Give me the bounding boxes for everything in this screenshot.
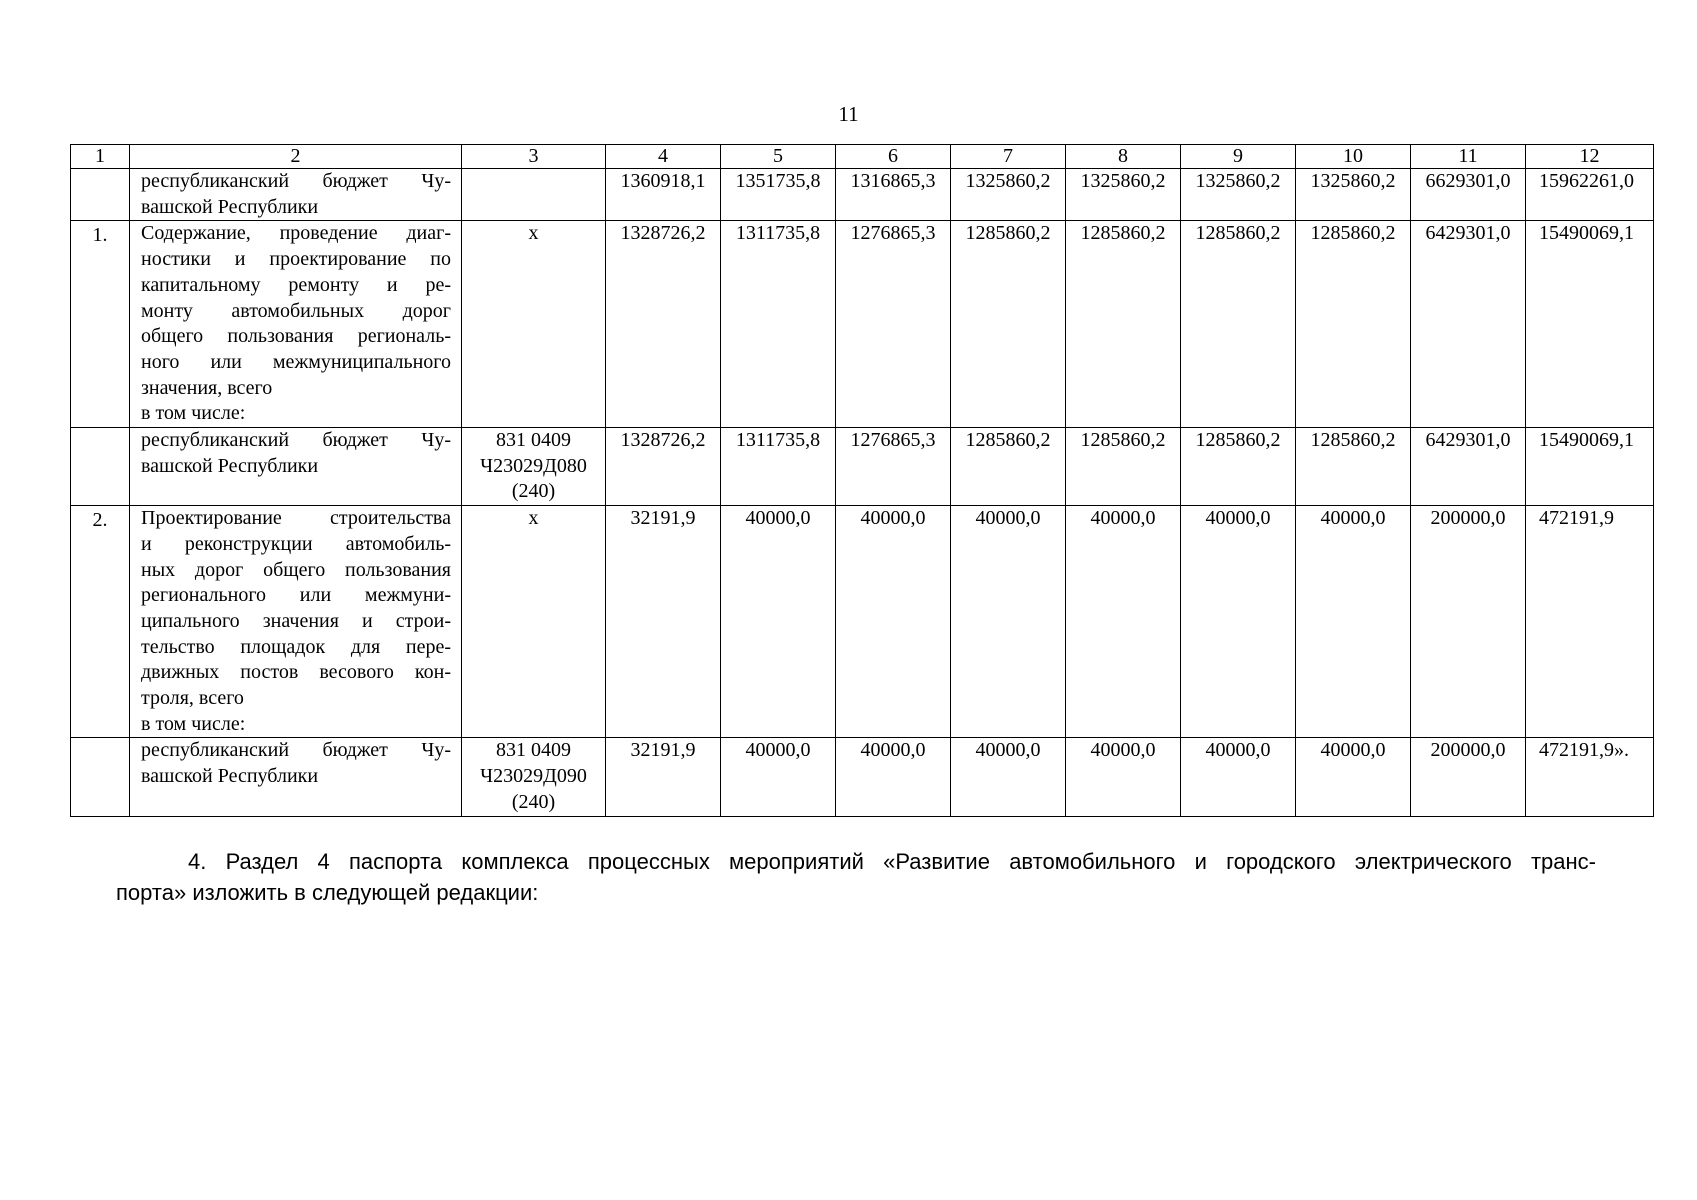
- row-number-cell: [71, 428, 130, 506]
- description-line: монту автомобильных дорог: [141, 299, 451, 322]
- budget-code-line: x: [528, 507, 539, 530]
- table-row: [71, 221, 1654, 428]
- table-header-row: [71, 145, 1654, 169]
- description-line: вашской Республики: [141, 195, 319, 218]
- table-row: [71, 506, 1654, 738]
- year-value-cell: 1328726,2: [606, 221, 721, 428]
- table-row: [71, 428, 1654, 506]
- budget-code-cell: [462, 221, 606, 428]
- total-value-cell: 15962261,0: [1526, 169, 1654, 221]
- row-number-cell: [71, 169, 130, 221]
- table-row: [71, 169, 1654, 221]
- header-cell: 8: [1066, 145, 1181, 169]
- budget-code-line: (240): [511, 480, 556, 503]
- total-value-cell: 15490069,1: [1526, 428, 1654, 506]
- description-line: значения, всего: [141, 376, 273, 399]
- total-value-cell: 472191,9».: [1526, 738, 1654, 816]
- header-cell: 2: [130, 145, 462, 169]
- year-value-cell: 1285860,2: [1181, 428, 1296, 506]
- budget-code-line: Ч23029Д080: [480, 454, 587, 477]
- year-value-cell: 40000,0: [1296, 738, 1411, 816]
- header-cell: 4: [606, 145, 721, 169]
- year-value-cell: 1276865,3: [836, 428, 951, 506]
- year-value-cell: 1285860,2: [1296, 428, 1411, 506]
- year-value-cell: 6429301,0: [1411, 221, 1526, 428]
- year-value-cell: 1360918,1: [606, 169, 721, 221]
- budget-code-line: (240): [511, 790, 556, 813]
- header-cell: 5: [721, 145, 836, 169]
- row-number-cell: 1.: [71, 221, 130, 428]
- header-cell: 3: [462, 145, 606, 169]
- description-line: ностики и проектирование по: [141, 248, 451, 271]
- year-value-cell: 1285860,2: [951, 428, 1066, 506]
- description-cell: [130, 506, 462, 738]
- year-value-cell: 1311735,8: [721, 428, 836, 506]
- header-cell: 11: [1411, 145, 1526, 169]
- description-line: ных дорог общего пользования: [141, 558, 451, 581]
- description-line: ципального значения и строи-: [141, 609, 451, 632]
- year-value-cell: 1325860,2: [1066, 169, 1181, 221]
- year-value-cell: 40000,0: [721, 738, 836, 816]
- description-line: республиканский бюджет Чу-: [141, 170, 451, 192]
- description-cell: [130, 221, 462, 428]
- year-value-cell: 1285860,2: [951, 221, 1066, 428]
- year-value-cell: 1325860,2: [951, 169, 1066, 221]
- description-line: Проектирование строительства: [141, 507, 451, 530]
- header-cell: 10: [1296, 145, 1411, 169]
- year-value-cell: 40000,0: [1181, 738, 1296, 816]
- year-value-cell: 1276865,3: [836, 221, 951, 428]
- description-line: в том числе:: [141, 402, 246, 425]
- header-cell: 7: [951, 145, 1066, 169]
- year-value-cell: 40000,0: [1066, 738, 1181, 816]
- description-line: и реконструкции автомобиль-: [141, 532, 451, 555]
- description-line: республиканский бюджет Чу-: [141, 739, 451, 762]
- table-row: [71, 738, 1654, 816]
- year-value-cell: 1285860,2: [1296, 221, 1411, 428]
- budget-code-line: 831 0409: [496, 739, 571, 762]
- page-number: 11: [838, 102, 859, 126]
- amendment-paragraph: [116, 846, 1596, 908]
- description-line: общего пользования региональ-: [141, 325, 451, 348]
- budget-code-line: Ч23029Д090: [480, 765, 587, 788]
- year-value-cell: 1285860,2: [1181, 221, 1296, 428]
- year-value-cell: 1316865,3: [836, 169, 951, 221]
- description-line: вашской Республики: [141, 765, 319, 788]
- paragraph-line-1: 4. Раздел 4 паспорта комплекса процессных мероприятий «Развитие автомобильного и городского электрического транс-: [188, 849, 1596, 874]
- year-value-cell: 1285860,2: [1066, 428, 1181, 506]
- year-value-cell: 1285860,2: [1066, 221, 1181, 428]
- description-cell: [130, 428, 462, 506]
- year-value-cell: 200000,0: [1411, 506, 1526, 738]
- description-line: регионального или межмуни-: [141, 584, 451, 607]
- year-value-cell: 6429301,0: [1411, 428, 1526, 506]
- description-line: Содержание, проведение диаг-: [141, 222, 451, 245]
- description-line: в том числе:: [141, 712, 246, 735]
- header-cell: 12: [1526, 145, 1654, 169]
- total-value-cell: 15490069,1: [1526, 221, 1654, 428]
- year-value-cell: 1351735,8: [721, 169, 836, 221]
- description-line: тельство площадок для пере-: [141, 635, 451, 658]
- year-value-cell: 6629301,0: [1411, 169, 1526, 221]
- year-value-cell: 200000,0: [1411, 738, 1526, 816]
- budget-code-cell: [462, 506, 606, 738]
- row-number-cell: 2.: [71, 506, 130, 738]
- year-value-cell: 1328726,2: [606, 428, 721, 506]
- budget-code-line: 831 0409: [496, 429, 571, 452]
- year-value-cell: 40000,0: [1066, 506, 1181, 738]
- description-line: движных постов весового кон-: [141, 661, 451, 684]
- year-value-cell: 1325860,2: [1296, 169, 1411, 221]
- year-value-cell: 40000,0: [721, 506, 836, 738]
- year-value-cell: 40000,0: [951, 506, 1066, 738]
- description-line: ного или межмуниципального: [141, 350, 451, 373]
- budget-code-cell: [462, 428, 606, 506]
- budget-code-cell: [462, 738, 606, 816]
- year-value-cell: 32191,9: [606, 506, 721, 738]
- budget-code-cell: [462, 169, 606, 221]
- year-value-cell: 40000,0: [836, 506, 951, 738]
- header-cell: 9: [1181, 145, 1296, 169]
- paragraph-line-2: порта» изложить в следующей редакции:: [116, 880, 539, 905]
- year-value-cell: 1325860,2: [1181, 169, 1296, 221]
- total-value-cell: 472191,9: [1526, 506, 1654, 738]
- description-cell: [130, 169, 462, 221]
- year-value-cell: 40000,0: [951, 738, 1066, 816]
- year-value-cell: 40000,0: [1181, 506, 1296, 738]
- description-line: республиканский бюджет Чу-: [141, 429, 451, 452]
- description-line: троля, всего: [141, 687, 244, 710]
- description-line: вашской Республики: [141, 454, 319, 477]
- year-value-cell: 40000,0: [836, 738, 951, 816]
- year-value-cell: 40000,0: [1296, 506, 1411, 738]
- header-cell: 1: [71, 145, 130, 169]
- header-cell: 6: [836, 145, 951, 169]
- budget-code-line: x: [528, 222, 539, 245]
- description-line: капитальному ремонту и ре-: [141, 273, 451, 296]
- description-cell: [130, 738, 462, 816]
- year-value-cell: 1311735,8: [721, 221, 836, 428]
- year-value-cell: 32191,9: [606, 738, 721, 816]
- row-number-cell: [71, 738, 130, 816]
- budget-table: [70, 144, 1654, 817]
